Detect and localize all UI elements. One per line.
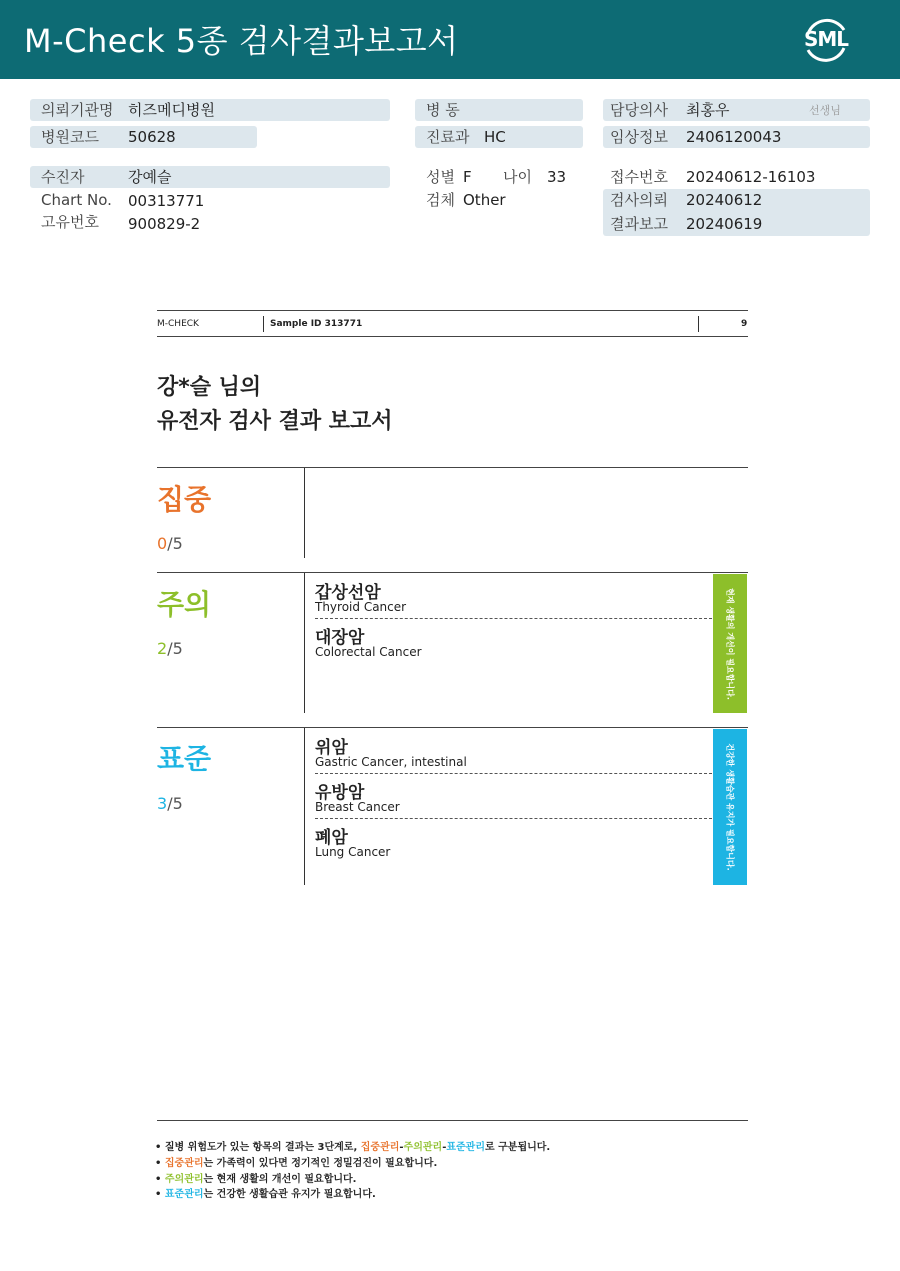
- caution-count-value: 2: [157, 639, 168, 658]
- note-4-text: 는 건강한 생활습관 유지가 필요합니다.: [203, 1189, 376, 1200]
- caution-side-band: [713, 574, 747, 713]
- unique-no-value: 900829-2: [128, 215, 201, 233]
- caution-label: 주의: [157, 588, 212, 621]
- note-1-focus: 집중관리: [360, 1142, 400, 1153]
- standard-side-text: 건강한 생활습관 유지가 필요합니다.: [725, 743, 735, 871]
- note-1-end: 로 구분됩니다.: [484, 1142, 551, 1153]
- standard-side-band: [713, 729, 747, 885]
- hospital-code-value: 50628: [128, 128, 176, 146]
- footer-rule: [157, 1120, 748, 1121]
- list-item-title: 폐암: [315, 828, 348, 848]
- focus-count: [157, 534, 183, 553]
- receipt-no-value: 20240612-16103: [686, 168, 816, 186]
- sample-id: Sample ID 313771: [270, 319, 363, 329]
- request-date-value: 20240612: [686, 191, 763, 209]
- note-1-dash: -: [399, 1142, 404, 1153]
- specimen-label: 검체: [426, 191, 455, 209]
- unique-no-label: 고유번호: [41, 213, 99, 231]
- list-item-title: 갑상선암: [315, 583, 381, 603]
- focus-count-total: /5: [167, 534, 183, 553]
- ward-label: 병 동: [426, 101, 460, 119]
- sml-logo: [800, 14, 852, 66]
- header-divider-right: [698, 316, 699, 332]
- page-header-top-rule: [157, 310, 748, 311]
- doctor-value: 최홍우: [686, 101, 730, 119]
- caution-count: [157, 639, 183, 658]
- age-label: 나이: [503, 168, 532, 186]
- chart-no-label: Chart No.: [41, 191, 112, 209]
- standard-count: [157, 794, 183, 813]
- standard-count-total: /5: [167, 794, 183, 813]
- caution-side-text: 현재 생활의 개선이 필요합니다.: [725, 587, 735, 700]
- header-bar: [0, 0, 900, 79]
- request-date-label: 검사의뢰: [610, 191, 668, 209]
- sex-value: F: [463, 168, 472, 186]
- report-date-label: 결과보고: [610, 215, 668, 233]
- list-item-subtitle: Lung Cancer: [315, 845, 391, 859]
- doctor-suffix: 선생님: [809, 104, 841, 117]
- list-item-subtitle: Thyroid Cancer: [315, 600, 407, 614]
- patient-label: 수진자: [41, 168, 85, 186]
- list-item-subtitle: Gastric Cancer, intestinal: [315, 755, 467, 769]
- list-item-title: 대장암: [315, 628, 365, 648]
- caution-top-rule: [157, 572, 748, 573]
- patient-field: [30, 166, 390, 188]
- note-4-key: 표준관리: [164, 1189, 204, 1200]
- item-separator: [315, 818, 712, 819]
- note-1: • 질병 위험도가 있는 항목의 결과는 3단계로, 집중관리-주의관리-표준관리로 구분됩니다.: [155, 1142, 551, 1153]
- doctor-label: 담당의사: [610, 101, 668, 119]
- note-2-text: 는 가족력이 있다면 정기적인 정밀검진이 필요합니다.: [203, 1158, 438, 1169]
- report-date-value: 20240619: [686, 215, 763, 233]
- list-item-subtitle: Colorectal Cancer: [315, 645, 422, 659]
- item-separator: [315, 773, 712, 774]
- focus-label: 집중: [157, 483, 212, 516]
- note-1-caution: 주의관리: [403, 1142, 443, 1153]
- patient-value: 강예슬: [128, 168, 172, 186]
- department-value: HC: [484, 128, 506, 146]
- institution-value: 히즈메디병원: [128, 101, 215, 119]
- focus-count-value: 0: [157, 534, 168, 553]
- page-number: 9: [741, 319, 748, 329]
- clinical-info-value: 2406120043: [686, 128, 782, 146]
- standard-label: 표준: [157, 742, 212, 775]
- sex-label: 성별: [426, 168, 455, 186]
- list-item-title: 위암: [315, 738, 348, 758]
- focus-divider: [304, 468, 305, 558]
- caution-count-total: /5: [167, 639, 183, 658]
- hospital-code-field: [30, 126, 257, 148]
- note-2-key: 집중관리: [164, 1158, 204, 1169]
- note-1-text: 질병 위험도가 있는 항목의 결과는 3단계로,: [164, 1142, 361, 1153]
- doctor-field: [603, 99, 870, 121]
- page-header-bottom-rule: [157, 336, 748, 337]
- note-4: • 표준관리는 건강한 생활습관 유지가 필요합니다.: [155, 1189, 376, 1200]
- institution-label: 의뢰기관명: [41, 101, 114, 119]
- report-title: M-Check 5종 검사결과보고서: [24, 22, 459, 60]
- list-item-subtitle: Breast Cancer: [315, 800, 400, 814]
- hospital-code-label: 병원코드: [41, 128, 99, 146]
- brand-label: M-CHECK: [157, 319, 199, 329]
- item-separator: [315, 618, 712, 619]
- specimen-value: Other: [463, 191, 506, 209]
- note-2: • 집중관리는 가족력이 있다면 정기적인 정밀검진이 필요합니다.: [155, 1158, 438, 1169]
- chart-no-value: 00313771: [128, 192, 205, 210]
- report-heading-line2: 유전자 검사 결과 보고서: [157, 409, 393, 434]
- list-item-title: 유방암: [315, 783, 365, 803]
- caution-divider: [304, 573, 305, 713]
- ward-field: [415, 99, 583, 121]
- header-divider: [263, 316, 264, 332]
- note-3-key: 주의관리: [164, 1174, 204, 1185]
- department-field: [415, 126, 583, 148]
- logo-text: SML: [803, 27, 849, 51]
- standard-divider: [304, 728, 305, 885]
- report-heading-line1: 강*슬 님의: [157, 375, 262, 400]
- standard-top-rule: [157, 727, 748, 728]
- dates-field: [603, 189, 870, 236]
- note-3-text: 는 현재 생활의 개선이 필요합니다.: [203, 1174, 357, 1185]
- clinical-info-label: 임상정보: [610, 128, 668, 146]
- standard-count-value: 3: [157, 794, 168, 813]
- note-3: • 주의관리는 현재 생활의 개선이 필요합니다.: [155, 1174, 357, 1185]
- receipt-no-label: 접수번호: [610, 168, 668, 186]
- age-value: 33: [547, 168, 567, 186]
- note-1-standard: 표준관리: [446, 1142, 485, 1153]
- department-label: 진료과: [426, 128, 470, 146]
- note-1-dash: -: [442, 1142, 447, 1153]
- clinical-info-field: [603, 126, 870, 148]
- focus-top-rule: [157, 467, 748, 468]
- institution-field: [30, 99, 390, 121]
